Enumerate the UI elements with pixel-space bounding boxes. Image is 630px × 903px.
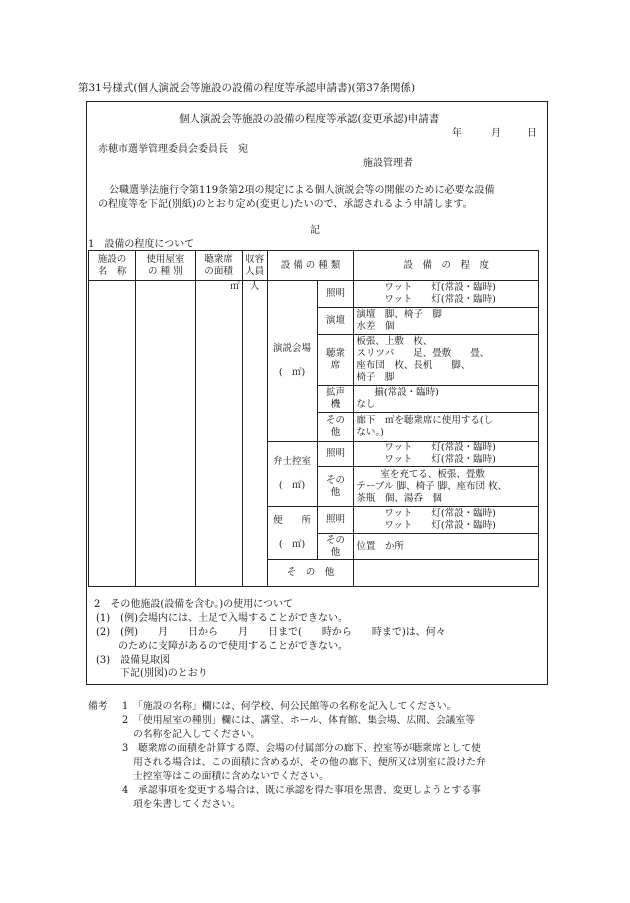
hall-lighting-value[interactable]: ワット 灯(常設・臨時) ワット 灯(常設・臨時): [354, 281, 539, 308]
cell-facility-name[interactable]: [89, 281, 136, 587]
cell-capacity[interactable]: 人: [242, 281, 267, 587]
hall-lighting-label: 照明: [317, 281, 354, 308]
date-year: 年: [452, 128, 462, 139]
date-day: 日: [527, 128, 537, 139]
section-2-item-2b: のために支障があるので使用することができない。: [118, 641, 348, 652]
header-equipment-level: 設 備 の 程 度: [354, 251, 539, 281]
ki-mark: 記: [310, 225, 320, 236]
note-4-cont: 項を朱書してください。: [133, 799, 241, 810]
note-1: 1 「施設の名称」欄には、何学校、何公民館等の名称を記入してください。: [122, 701, 457, 712]
hall-label: 演説会場 ( ㎡): [267, 281, 317, 442]
note-3-cont-1: 用される場合は、この面積に含めるが、その他の廊下、便所又は別室に設けた弁: [133, 757, 486, 768]
note-4: 4 承認事項を変更する場合は、既に承認を得た事項を黒書、変更しようとする事: [122, 785, 481, 796]
section-2-item-3b: 下記(別図)のとおり: [120, 668, 208, 679]
hall-seating-label: 聴衆 席: [317, 335, 354, 386]
hall-speaker-label: 拡声 機: [317, 386, 354, 413]
equipment-table: [88, 250, 539, 587]
hall-podium-label: 演壇: [317, 308, 354, 335]
header-equipment-type: 設 備 の 種 類: [267, 251, 354, 281]
lawyer-other-label: その 他: [317, 467, 354, 507]
body-line-2: の程度等を下記(別紙)のとおり定め(変更し)たいので、承認されるよう申請します。: [98, 199, 473, 210]
note-2-cont: の名称を記入してください。: [133, 729, 261, 740]
lawyer-lighting-label: 照明: [317, 442, 354, 467]
hall-seating-value[interactable]: 板張、上敷 枚、 スリツパ 足、畳敷 畳、 座布団 枚、長机 脚、 椅子 脚: [354, 335, 539, 386]
toilet-lighting-label: 照明: [317, 507, 354, 534]
form-title: 第31号様式(個人演説会等施設の設備の程度等承認申請書)(第37条関係): [78, 82, 416, 94]
other-value[interactable]: [354, 560, 539, 587]
header-capacity: 収容 人員: [242, 251, 267, 281]
toilet-label: 便 所 ( ㎡): [267, 507, 317, 560]
toilet-other-label: その 他: [317, 534, 354, 560]
lawyer-other-value[interactable]: 室を充てる、板張、畳敷 テーブル 脚、椅子 脚、座布団 枚、 茶瓶 個、湯呑 個: [354, 467, 539, 507]
addressee: 赤穂市選挙管理委員会委員長 宛: [98, 144, 248, 155]
section-2-item-3: (3) 設備見取図: [96, 655, 171, 666]
toilet-other-value[interactable]: 位置 か所: [354, 534, 539, 560]
section-2-title: 2 その他施設(設備を含む。)の使用について: [94, 599, 293, 610]
hall-other-value[interactable]: 廊下 ㎡を聴衆席に使用する(し ない。): [354, 413, 539, 442]
table-header-row: [89, 251, 539, 281]
toilet-lighting-value[interactable]: ワット 灯(常設・臨時) ワット 灯(常設・臨時): [354, 507, 539, 534]
note-2: 2 「使用屋室の種別」欄には、講堂、ホール、体育館、集会場、広間、会議室等: [122, 715, 476, 726]
header-seat-area: 聴衆席 の面積: [195, 251, 242, 281]
hall-podium-value[interactable]: 演壇 脚、椅子 脚 水差 個: [354, 308, 539, 335]
lawyer-room-label: 弁士控室 ( ㎡): [267, 442, 317, 507]
section-2-item-2a: (2) (例) 月 日から 月 日まで( 時から 時まで)は、何々: [96, 627, 446, 638]
body-line-1: 公職選挙法施行令第119条第2項の規定による個人演説会等の開催のために必要な設備: [109, 185, 495, 196]
cell-seat-area[interactable]: ㎡: [195, 281, 242, 587]
cell-room-type[interactable]: [135, 281, 195, 587]
other-label: そ の 他: [267, 560, 354, 587]
application-title: 個人演説会等施設の設備の程度等承認(変更承認)申請書: [179, 113, 440, 125]
date-month: 月: [491, 128, 501, 139]
section-2-item-1: (1) (例)会場内には、土足で入場することができない。: [96, 613, 348, 624]
lawyer-lighting-value[interactable]: ワット 灯(常設・臨時) ワット 灯(常設・臨時): [354, 442, 539, 467]
header-facility-name: 施設の 名 称: [89, 251, 136, 281]
note-3-cont-2: 士控室等はこの面積に含めないでください。: [133, 771, 329, 782]
facility-manager: 施設管理者: [363, 158, 413, 169]
note-3: 3 聴衆席の面積を計算する際、会場の付属部分の廊下、控室等が聴衆席として使: [122, 743, 481, 754]
notes-label: 備考: [88, 701, 108, 712]
hall-other-label: その 他: [317, 413, 354, 442]
hall-speaker-value[interactable]: 揃(常設・臨時) なし: [354, 386, 539, 413]
header-room-type: 使用屋室 の 種 別: [135, 251, 195, 281]
section-1-title: 1 設備の程度について: [88, 239, 195, 250]
